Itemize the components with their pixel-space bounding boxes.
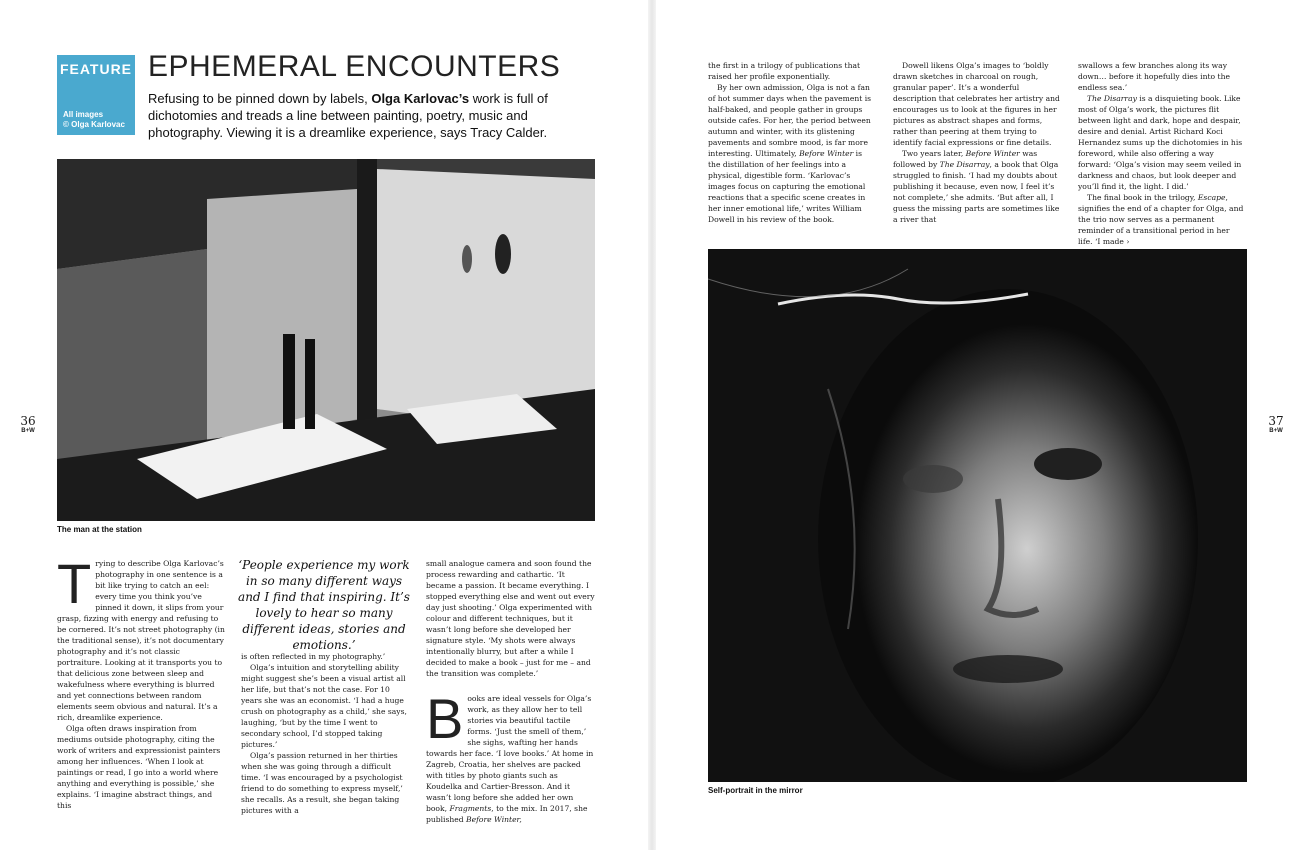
paragraph-text: The final book in the trilogy, xyxy=(1087,193,1198,202)
paragraph: swallows a few branches along its way down… before it hopefully dies into the endless sea.’ xyxy=(1078,61,1230,92)
book-title: Fragments xyxy=(449,804,492,813)
book-title: The Disarray xyxy=(939,160,990,169)
photo-self-portrait xyxy=(708,249,1247,782)
paragraph-text: is the distillation of her feelings into a physical, digestible form. ‘Karlovac’s images focus on capturing the emotional reactions that a specific scene creates in her inner emotional life,’ writes William Dowell in his review of the book. xyxy=(708,149,866,224)
book-title: Before Winter xyxy=(965,149,1020,158)
paragraph: small analogue camera and soon found the process rewarding and cathartic. ‘It became a passion. It became everything. I stopped everything else and went out every day just shooting.’ Olga experimented with colour and different techniques, but it wasn’t long before she developed her signature style. ‘My shots were always intentionally blurry, but after a while I decided to make a book – just for me – and the transition was complete.’ xyxy=(426,559,595,678)
paragraph: is often reflected in my photography.’ xyxy=(241,652,386,661)
pull-quote: ‘People experience my work in so many different ways and I find that inspiring. It’s lovely to hear so many different ideas, stories and emotions.’ xyxy=(238,558,410,652)
paragraph: Dowell likens Olga’s images to ‘boldly drawn sketches in charcoal on rough, granular paper’. It’s a wonderful description that celebrates her artistry and encourages us to look at the figures in her pictures as abstract shapes and forms, rather than peering at them trying to identify facial expressions or fine details. xyxy=(893,61,1060,147)
paragraph: Olga often draws inspiration from mediums outside photography, citing the work of writers and expressionist painters among her influences. ‘When I look at paintings or read, I go into a world where anything and everything is possible,’ she explains. ‘I imagine abstract things, and this xyxy=(57,724,221,810)
magazine-brand: B+W xyxy=(21,428,35,434)
paragraph-text: ooks are ideal vessels for Olga’s work, as they allow her to tell stories via beautiful tactile forms. ‘Just the smell of them,’ she sighs, wafting her hands towards her face. ‘I love books.’ At home in Zagreb, Croatia, her shelves are packed with titles by photo giants such as Koudelka and Cartier-Bresson. And it wasn’t long before she added her own book, xyxy=(426,694,594,813)
magazine-brand: B+W xyxy=(1269,428,1283,434)
paragraph-text: , to the mix. In 2017, she published xyxy=(426,804,588,824)
photo-man-at-station xyxy=(57,159,595,521)
drop-cap: B xyxy=(426,687,464,750)
paragraph-text: was followed by xyxy=(893,149,1038,169)
headline: EPHEMERAL ENCOUNTERS xyxy=(148,50,561,83)
paragraph: Olga’s passion returned in her thirties when she was going through a difficult time. ‘I was encouraged by a psychologist friend to do something to express myself,’ she recalls. As a result, she began taking pictures with a xyxy=(241,751,403,815)
page-number: 37 xyxy=(1268,414,1284,428)
station-photo-art xyxy=(57,159,595,521)
body-column-4 xyxy=(708,60,872,225)
body-column-2 xyxy=(241,651,409,816)
spread-gutter xyxy=(648,0,656,850)
page-number: 36 xyxy=(20,414,36,428)
book-title: The Disarray xyxy=(1087,94,1137,103)
book-title: Before Winter xyxy=(799,149,854,158)
standfirst-name: Olga Karlovac’s xyxy=(371,91,470,106)
paragraph-text: , a book that Olga struggled to finish. ‘I had my doubts about publishing it because, even now, I feel it’s not complete,’ she admits. ‘But after all, I guess the missing parts are sometimes like a river that xyxy=(893,160,1060,224)
paragraph xyxy=(1078,93,1246,192)
paragraph: the first in a trilogy of publications that raised her profile exponentially. xyxy=(708,61,861,81)
feature-box xyxy=(57,55,135,135)
paragraph-text: By her own admission, Olga is not a fan of hot summer days when the pavement is half-baked, and people gather in groups outside cafes. For her, the period between autumn and winter, with its glistening pavements and sombre mood, is far more interesting. Ultimately, xyxy=(708,83,872,158)
portrait-photo-art xyxy=(708,249,1247,782)
paragraph-text: , signifies the end of a chapter for Olga, and the trio now serves as a permanent reminder of a transitional period in her life. ‘I made › xyxy=(1078,193,1244,246)
paragraph xyxy=(893,148,1060,225)
drop-cap: T xyxy=(57,552,92,615)
book-title: Escape xyxy=(1197,193,1226,202)
body-column-6 xyxy=(1078,60,1246,247)
standfirst xyxy=(148,90,606,141)
paragraph-text: Two years later, xyxy=(902,149,966,158)
book-title: Before Winter, xyxy=(466,815,522,824)
paragraph xyxy=(426,687,595,825)
caption-station: The man at the station xyxy=(57,525,142,534)
body-column-3 xyxy=(426,558,595,825)
body-column-1 xyxy=(57,552,225,811)
page-number-right xyxy=(1264,414,1288,434)
body-column-5 xyxy=(893,60,1060,225)
paragraph-text: is a disquieting book. Like most of Olga’s work, the pictures flit between light and dark, hope and despair, desire and denial. Artist Richard Koci Hernandez sums up the dichotomies in his foreword, while also offering a way forward: ‘Olga’s vision may seem veiled in darkness and chaos, but look deeper and you’ll find it, the light. I did.’ xyxy=(1078,94,1243,191)
feature-label: FEATURE xyxy=(59,61,133,77)
paragraph: Olga’s intuition and storytelling ability might suggest she’s been a visual artist all her life, but that’s not the case. For 10 years she was an economist. ‘I had a huge crush on photography as a child,’ she says, laughing, ‘but by the time I went to secondary school, I’d stopped taking pictures.’ xyxy=(241,663,407,749)
paragraph-text: rying to describe Olga Karlovac’s photography in one sentence is a bit like trying to catch an eel: every time you think you’ve pinned it down, it slips from your grasp, fizzing with energy and refusing to be cornered. It’s not street photography (in the traditional sense), it’s not documentary photography and it’s not classic portraiture. Looking at it transports you to that delicious zone between sleep and wakefulness where everything is blurred and yet connections between random elements seem obvious and natural. It’s a rich, dreamlike experience. xyxy=(57,559,225,722)
paragraph xyxy=(1078,192,1246,247)
page-number-left xyxy=(16,414,40,434)
caption-portrait: Self-portrait in the mirror xyxy=(708,786,803,795)
paragraph xyxy=(57,552,225,723)
standfirst-before: Refusing to be pinned down by labels, xyxy=(148,91,372,106)
standfirst-after: work is full of dichotomies and treads a line between painting, poetry, music and photography. Viewing it is a dreamlike experience, says Tracy Calder. xyxy=(148,91,548,140)
paragraph xyxy=(708,82,872,225)
image-credit: All images © Olga Karlovac xyxy=(63,110,125,129)
